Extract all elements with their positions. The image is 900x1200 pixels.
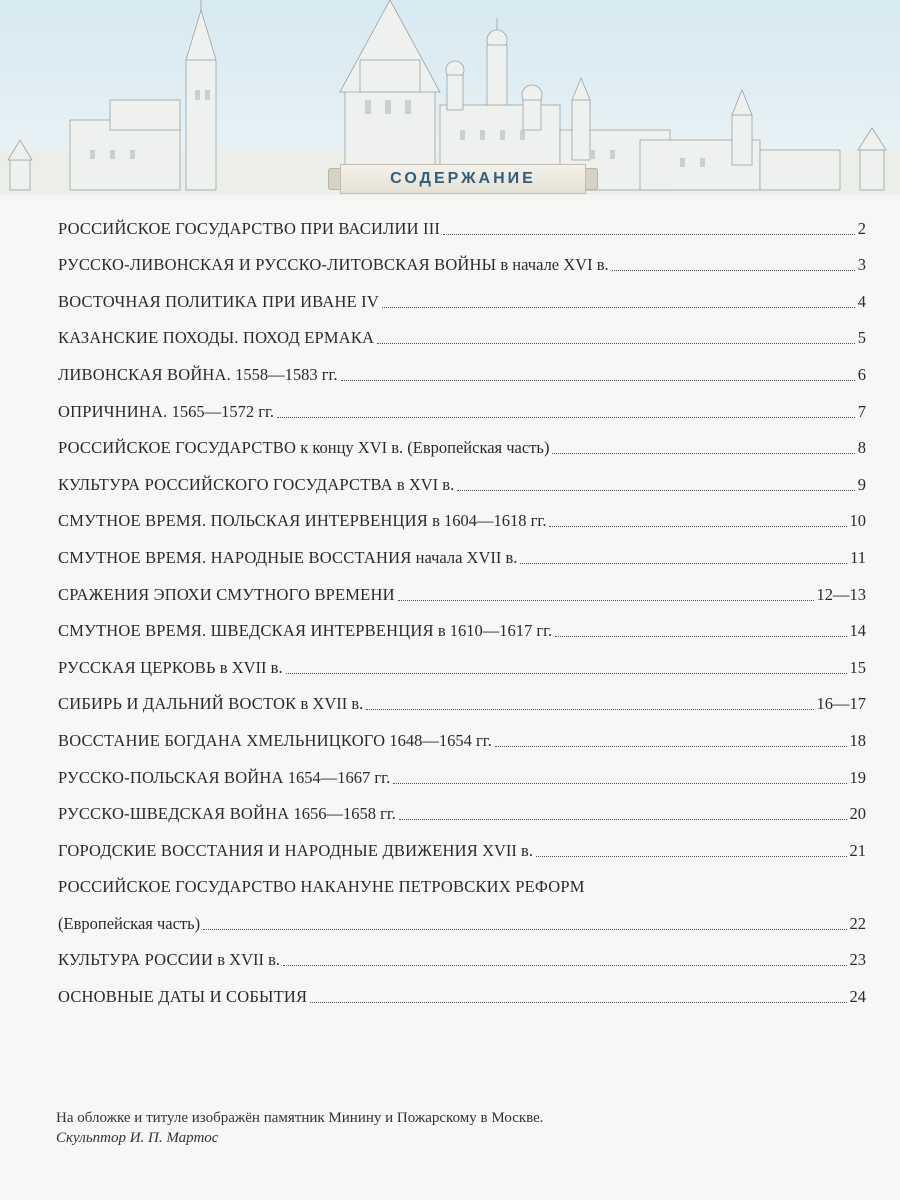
toc-page-number: 12—13 [816, 584, 866, 604]
toc-entry[interactable] [58, 901, 866, 938]
toc-page-number: 14 [849, 621, 866, 641]
toc-entry[interactable] [58, 316, 866, 353]
table-of-contents [58, 206, 866, 1011]
toc-entry-title [58, 365, 338, 389]
toc-entry-caps: СИБИРЬ И ДАЛЬНИЙ ВОСТОК [58, 694, 297, 714]
toc-page-number: 19 [849, 767, 866, 787]
toc-entry[interactable] [58, 865, 866, 902]
toc-page-number: 3 [857, 255, 866, 275]
toc-entry-title [58, 950, 280, 974]
toc-entry[interactable] [58, 974, 866, 1011]
toc-entry-caps: РУССКО-ЛИВОНСКАЯ И РУССКО-ЛИТОВСКАЯ ВОЙНЫ [58, 255, 497, 275]
toc-entry-caps: РУССКО-ШВЕДСКАЯ ВОЙНА [58, 804, 290, 824]
toc-page-number: 15 [849, 657, 866, 677]
toc-entry-caps: КУЛЬТУРА РОССИЙСКОГО ГОСУДАРСТВА [58, 474, 393, 494]
toc-entry-caps: ГОРОДСКИЕ ВОССТАНИЯ И НАРОДНЫЕ ДВИЖЕНИЯ [58, 840, 478, 860]
toc-dot-leader [398, 600, 814, 601]
toc-entry-caps: РОССИЙСКОЕ ГОСУДАРСТВО [58, 438, 297, 458]
toc-entry-subtitle: в XVII в. [215, 657, 283, 677]
toc-dot-leader [203, 929, 846, 930]
toc-entry[interactable] [58, 499, 866, 536]
toc-entry-subtitle: в 1610—1617 гг. [433, 621, 553, 641]
toc-page-number: 7 [857, 401, 866, 421]
toc-dot-leader [393, 783, 846, 784]
toc-entry[interactable] [58, 426, 866, 463]
toc-dot-leader [549, 526, 846, 527]
toc-entry-title [58, 292, 379, 316]
page-title: СОДЕРЖАНИЕ [340, 164, 586, 194]
toc-page-number: 20 [849, 804, 866, 824]
toc-entry-title [58, 621, 552, 645]
toc-entry-caps: СРАЖЕНИЯ ЭПОХИ СМУТНОГО ВРЕМЕНИ [58, 584, 395, 604]
toc-entry-caps: СМУТНОЕ ВРЕМЯ. ШВЕДСКАЯ ИНТЕРВЕНЦИЯ [58, 621, 434, 641]
toc-entry-subtitle: 1565—1572 гг. [167, 401, 274, 421]
toc-entry-subtitle: в начале XVI в. [496, 255, 609, 275]
sculptor-credit: Скульптор И. П. Мартос [56, 1130, 219, 1146]
toc-entry-subtitle: в XVI в. [392, 474, 455, 494]
toc-entry-title [58, 402, 274, 426]
toc-entry-subtitle: 1654—1667 гг. [283, 767, 391, 787]
toc-entry-caps: ВОСТОЧНАЯ ПОЛИТИКА ПРИ ИВАНЕ IV [58, 291, 379, 311]
toc-page-number: 21 [849, 840, 866, 860]
toc-entry-subtitle: 1648—1654 гг. [385, 730, 492, 750]
toc-page-number: 5 [857, 328, 866, 348]
toc-entry-title [58, 328, 374, 352]
toc-page-number: 10 [849, 511, 866, 531]
toc-entry[interactable] [58, 352, 866, 389]
toc-entry-title [58, 987, 307, 1011]
toc-page-number: 8 [857, 438, 866, 458]
toc-entry-subtitle: в XVII в. [213, 950, 281, 970]
toc-entry[interactable] [58, 645, 866, 682]
toc-dot-leader [286, 673, 847, 674]
toc-entry-subtitle: в 1604—1618 гг. [427, 511, 547, 531]
toc-dot-leader [443, 234, 855, 235]
toc-entry[interactable] [58, 535, 866, 572]
toc-entry-caps: РОССИЙСКОЕ ГОСУДАРСТВО НАКАНУНЕ ПЕТРОВСКИХ РЕФОРМ [58, 877, 585, 897]
toc-entry-title [58, 585, 395, 609]
toc-entry-title [58, 658, 283, 682]
toc-entry-subtitle: 1558—1583 гг. [231, 364, 338, 384]
toc-entry[interactable] [58, 572, 866, 609]
toc-entry[interactable] [58, 938, 866, 975]
toc-dot-leader [495, 746, 847, 747]
toc-dot-leader [520, 563, 847, 564]
toc-entry-subtitle: начала XVII в. [411, 547, 518, 567]
toc-entry-title [58, 219, 440, 243]
toc-page-number: 23 [849, 950, 866, 970]
toc-page-number: 9 [857, 474, 866, 494]
section-title-banner [328, 160, 598, 198]
toc-entry[interactable] [58, 609, 866, 646]
toc-dot-leader [399, 819, 847, 820]
toc-dot-leader [277, 417, 855, 418]
toc-page-number: 18 [849, 730, 866, 750]
toc-entry-title [58, 768, 390, 792]
toc-page-number: 16—17 [816, 694, 866, 714]
toc-entry[interactable] [58, 828, 866, 865]
toc-entry-caps: КУЛЬТУРА РОССИИ [58, 950, 214, 970]
toc-entry-title [58, 877, 585, 901]
toc-entry-caps: СМУТНОЕ ВРЕМЯ. ПОЛЬСКАЯ ИНТЕРВЕНЦИЯ [58, 511, 428, 531]
footer-note [56, 1108, 544, 1148]
toc-dot-leader [612, 270, 855, 271]
toc-entry-subtitle: к концу XVI в. (Европейская часть) [296, 438, 550, 458]
toc-dot-leader [366, 709, 813, 710]
toc-entry-caps: ОПРИЧНИНА. [58, 401, 168, 421]
toc-dot-leader [310, 1002, 846, 1003]
toc-dot-leader [341, 380, 855, 381]
toc-entry-caps: КАЗАНСКИЕ ПОХОДЫ. ПОХОД ЕРМАКА [58, 328, 375, 348]
toc-entry[interactable] [58, 206, 866, 243]
toc-dot-leader [377, 343, 855, 344]
toc-entry[interactable] [58, 718, 866, 755]
toc-entry-title [58, 914, 200, 938]
toc-entry-title [58, 548, 517, 572]
toc-entry-title [58, 804, 396, 828]
toc-entry-caps: ВОССТАНИЕ БОГДАНА ХМЕЛЬНИЦКОГО [58, 730, 386, 750]
toc-entry-caps: РУССКО-ПОЛЬСКАЯ ВОЙНА [58, 767, 284, 787]
toc-entry-title [58, 438, 549, 462]
toc-entry-caps: РОССИЙСКОЕ ГОСУДАРСТВО ПРИ ВАСИЛИИ III [58, 218, 441, 238]
toc-entry[interactable] [58, 279, 866, 316]
toc-dot-leader [457, 490, 855, 491]
toc-entry-subtitle: 1656—1658 гг. [289, 804, 396, 824]
toc-entry-title [58, 255, 609, 279]
toc-page-number: 11 [850, 547, 866, 567]
toc-dot-leader [536, 856, 847, 857]
toc-entry[interactable] [58, 243, 866, 280]
toc-entry-caps: ОСНОВНЫЕ ДАТЫ И СОБЫТИЯ [58, 987, 308, 1007]
toc-dot-leader [382, 307, 855, 308]
toc-page-number: 2 [857, 218, 866, 238]
toc-entry-caps: РУССКАЯ ЦЕРКОВЬ [58, 657, 216, 677]
toc-entry-subtitle: XVII в. [477, 840, 533, 860]
toc-page-number: 6 [857, 364, 866, 384]
toc-entry-title [58, 731, 492, 755]
toc-entry[interactable] [58, 792, 866, 829]
cover-note: На обложке и титуле изображён памятник Минину и Пожарскому в Москве. [56, 1110, 544, 1126]
toc-entry-title [58, 841, 533, 865]
toc-entry[interactable] [58, 682, 866, 719]
header-illustration [0, 0, 900, 200]
toc-page-number: 4 [857, 291, 866, 311]
toc-entry-subtitle: в XVII в. [296, 694, 364, 714]
toc-entry[interactable] [58, 755, 866, 792]
toc-entry-title [58, 475, 454, 499]
toc-entry-title [58, 694, 363, 718]
toc-entry-caps: СМУТНОЕ ВРЕМЯ. НАРОДНЫЕ ВОССТАНИЯ [58, 547, 412, 567]
toc-entry-caps: ЛИВОНСКАЯ ВОЙНА. [58, 364, 231, 384]
toc-page-number: 22 [849, 913, 866, 933]
toc-entry-title [58, 511, 546, 535]
toc-dot-leader [552, 453, 854, 454]
toc-dot-leader [283, 965, 846, 966]
toc-dot-leader [555, 636, 846, 637]
toc-entry-subtitle: (Европейская часть) [58, 913, 201, 933]
toc-entry[interactable] [58, 389, 866, 426]
toc-page-number: 24 [849, 987, 866, 1007]
toc-entry[interactable] [58, 462, 866, 499]
